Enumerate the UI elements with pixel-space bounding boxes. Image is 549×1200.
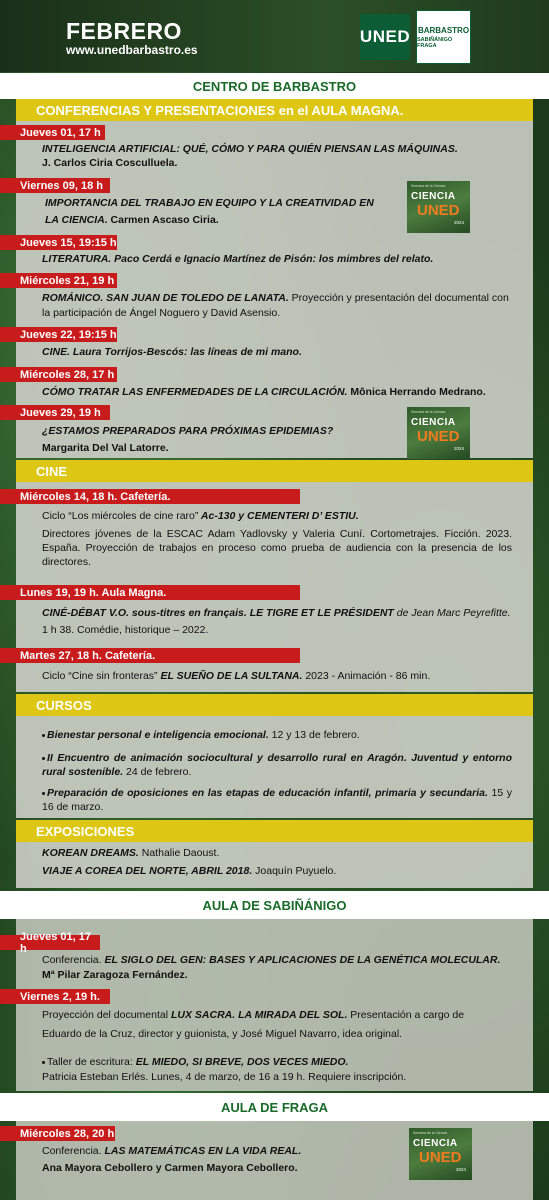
event-detail: 1 h 38. Comédie, historique – 2022. [42, 624, 209, 636]
event-date: Miércoles 28, 17 h [0, 367, 117, 382]
event-date: Lunes 19, 19 h. Aula Magna. [0, 585, 300, 600]
event-title: Conferencia. EL SIGLO DEL GEN: BASES Y APLICACIONES DE LA GENÉTICA MOLECULAR. [42, 954, 501, 966]
event-speaker: Margarita Del Val Latorre. [42, 442, 169, 454]
event-title: IMPORTANCIA DEL TRABAJO EN EQUIPO Y LA CREATIVIDAD EN [45, 197, 374, 209]
fraga-title: AULA DE FRAGA [0, 1093, 549, 1121]
event-date: Viernes 09, 18 h [0, 178, 110, 193]
event-title: Ciclo “Cine sin fronteras” EL SUEÑO DE LA SULTANA. 2023 - Animación - 86 min. [42, 670, 431, 682]
cine-heading: CINE [16, 460, 533, 482]
event-title: CÓMO TRATAR LAS ENFERMEDADES DE LA CIRCULACIÓN. Mônica Herrando Medrano. [42, 386, 486, 398]
event-title: CINE. Laura Torrijos-Bescós: las líneas de mi mano. [42, 346, 302, 358]
event-title: CINÉ-DÉBAT V.O. sous-titres en français. LE TIGRE ET LE PRÉSIDENT de Jean Marc Peyrefitte. [42, 607, 511, 619]
event-date: Viernes 2, 19 h. [0, 989, 110, 1004]
exhibition-item: KOREAN DREAMS. Nathalie Daoust. [42, 847, 220, 859]
event-speaker: J. Carlos Ciria Cosculluela. [42, 157, 178, 169]
workshop-detail: Patricia Esteban Erlés. Lunes, 4 de marzo, de 16 a 19 h. Requiere inscripción. [42, 1071, 407, 1083]
event-speaker: Mª Pilar Zaragoza Fernández. [42, 969, 188, 981]
workshop-title: Taller de escritura: EL MIEDO, SI BREVE, DOS VECES MIEDO. [42, 1056, 348, 1069]
event-date: Jueves 01, 17 h [0, 935, 100, 950]
event-title: Proyección del documental LUX SACRA. LA MIRADA DEL SOL. Presentación a cargo de [42, 1009, 465, 1021]
event-date: Miércoles 28, 20 h [0, 1126, 115, 1141]
logo-places-other: SABIÑÁNIGO FRAGA [417, 36, 453, 49]
event-description: Directores jóvenes de la ESCAC Adam Yadlovsky y Valeria Cuní. Cortometrajes. Ficción. 2023. España. Proyección de trabajos en proceso como prueba de audiencia con la presencia de los directores. [42, 528, 512, 568]
event-title-cont: LA CIENCIA. Carmen Ascaso Ciria. [45, 214, 219, 226]
event-title: ¿ESTAMOS PREPARADOS PARA PRÓXIMAS EPIDEMIAS? [42, 425, 334, 437]
ciencia-uned-badge: Semana de la Ciencia CIENCIA UNED 2024 [407, 407, 470, 459]
event-detail: la participación de Ángel Noguero y David Asensio. [42, 307, 281, 319]
sabinanigo-title: AULA DE SABIÑÁNIGO [0, 891, 549, 919]
event-detail: Eduardo de la Cruz, director y guionista, y José Miguel Navarro, idea original. [42, 1028, 403, 1040]
ciencia-uned-badge: Semana de la Ciencia CIENCIA UNED 2024 [409, 1128, 472, 1180]
center-logo [416, 10, 471, 64]
event-title: Ciclo “Los miércoles de cine raro” Ac-130 y CEMENTERI D’ ESTIU. [42, 510, 359, 522]
course-item: Preparación de oposiciones en las etapas de educación infantil, primaria y secundaria. 15 y 16 de marzo. [42, 787, 512, 813]
event-date: Jueves 29, 19 h [0, 405, 110, 420]
event-date: Jueves 15, 19:15 h [0, 235, 117, 250]
website-link[interactable]: www.unedbarbastro.es [66, 43, 198, 57]
barbastro-title: CENTRO DE BARBASTRO [0, 73, 549, 99]
event-title: Conferencia. LAS MATEMÁTICAS EN LA VIDA REAL. [42, 1145, 302, 1157]
conferencias-heading: CONFERENCIAS Y PRESENTACIONES en el AULA MAGNA. [16, 99, 533, 121]
event-date: Miércoles 21, 19 h [0, 273, 117, 288]
course-item: II Encuentro de animación sociocultural y desarrollo rural en Aragón. Juventud y entorno rural sostenible. 24 de febrero. [42, 752, 512, 778]
event-title: ROMÁNICO. SAN JUAN DE TOLEDO DE LANATA. Proyección y presentación del documental con [42, 292, 509, 304]
event-date: Martes 27, 18 h. Cafetería. [0, 648, 300, 663]
event-speaker: Ana Mayora Cebollero y Carmen Mayora Cebollero. [42, 1162, 298, 1174]
event-title: LITERATURA. Paco Cerdá e Ignacio Martínez de Pisón: los mimbres del relato. [42, 253, 434, 265]
event-date: Miércoles 14, 18 h. Cafetería. [0, 489, 300, 504]
exhibition-item: VIAJE A COREA DEL NORTE, ABRIL 2018. Joaquín Puyuelo. [42, 865, 337, 877]
month-title: FEBRERO [66, 18, 182, 44]
header [0, 0, 549, 72]
event-title: INTELIGENCIA ARTIFICIAL: QUÉ, CÓMO Y PARA QUIÉN PIENSAN LAS MÁQUINAS. [42, 143, 458, 155]
ciencia-uned-badge: Semana de la Ciencia CIENCIA UNED 2024 [407, 181, 470, 233]
uned-logo: UNED [360, 14, 410, 60]
event-date: Jueves 22, 19:15 h [0, 327, 117, 342]
cursos-heading: CURSOS [16, 694, 533, 716]
event-date: Jueves 01, 17 h [0, 125, 105, 140]
logo-place-barbastro: BARBASTRO [417, 25, 470, 35]
exposiciones-heading: EXPOSICIONES [16, 820, 533, 842]
course-item: Bienestar personal e inteligencia emocional. 12 y 13 de febrero. [42, 728, 512, 742]
